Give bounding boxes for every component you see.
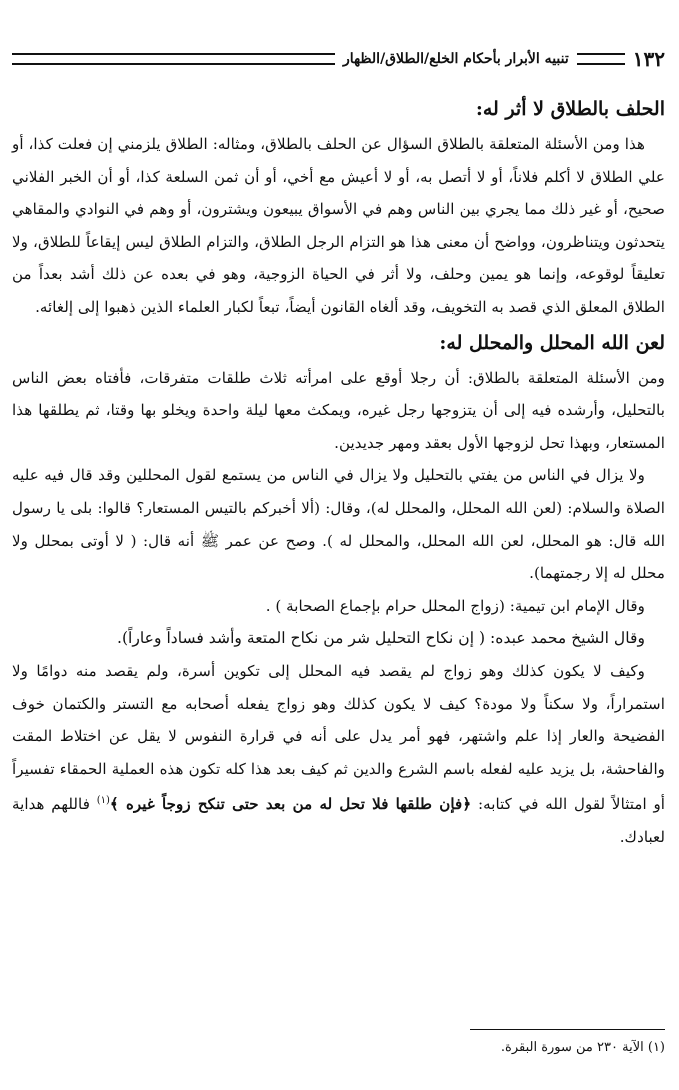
paragraph: ولا يزال في الناس من يفتي بالتحليل ولا يزال في الناس من يستمع لقول المحللين وقد قال فيه عليه الصلاة والسلام: (لعن الله المحلل، والمحلل له)، وقال: (ألا أخبركم بالتيس المستعار؟ قالوا: بلى يا رسول الله قال: هو المحلل، لعن الله المحلل، والمحلل له ). وصح عن عمر ﷺ أنه قال: ( لا أوتى بمحلل ولا محلل له إلا رجمتهما). (12, 466, 665, 583)
quran-verse: ﴿فإن طلقها فلا تحل له من بعد حتى تنكح زوجاً غيره ﴾ (109, 795, 472, 814)
paragraph: وقال الشيخ محمد عبده: ( إن نكاح التحليل شر من نكاح المتعة وأشد فساداً وعاراً). (117, 629, 645, 648)
footnote-separator (470, 1029, 665, 1030)
paragraph: وقال الإمام ابن تيمية: (زواج المحلل حرام بإجماع الصحابة ) . (265, 596, 645, 615)
running-header (12, 42, 665, 76)
closing-paragraph (12, 655, 665, 854)
paragraph-text: وكيف لا يكون كذلك وهو زواج لم يقصد فيه المحلل إلى تكوين أسرة، ولم يقصد منه دوامًا ولا استمراراً، ولا سكناً ولا مودة؟ كيف لا يكون كذلك وهو زواج يفعله أصحابه مع التستر والكتمان خوف الفضيحة والعار إذا علم واشتهر، فهو أمر يدل على أنه في قرارة النفوس لا يقل عن اختلاط المقت والفاحشة، بل يزيد عليه لفعله باسم الشرع والدين ثم كيف بعد هذا كله تكون هذه العملية الحمقاء تفسيراً أو امتثالاً لقول الله في كتابه: (12, 661, 666, 814)
running-title: تنبيه الأبرار بأحكام الخلع/الطلاق/الظهار (342, 51, 569, 67)
header-rule-left (12, 53, 335, 65)
page-number: ١٣٢ (632, 47, 665, 71)
closing-text: فاللهم هداية لعبادك. (12, 795, 665, 846)
footnote-marker: (١) (96, 795, 110, 807)
footnote: (١) الآية ٢٣٠ من سورة البقرة. (500, 1040, 665, 1055)
page-body (12, 90, 665, 854)
paragraph: هذا ومن الأسئلة المتعلقة بالطلاق السؤال عن الحلف بالطلاق، ومثاله: الطلاق يلزمني إن فعلت كذا، أو علي الطلاق لا أكلم فلاناً، أو لا أتصل به، أو لا أعيش مع أخي، أو أن ثمن السلعة كذا، أو أن الخبر الفلاني صحيح، أو غير ذلك مما يجري بين الناس وهم في الأسواق يبيعون ويشترون، أو وهم في النوادي والمقاهي يتحدثون ويتناظرون، وواضح أن معنى هذا هو التزام الرجل الطلاق، والتزام الطلاق ليس إيقاعاً للطلاق، ولا تعليقاً لوقوعه، وإنما هو يمين وحلف، ولا أثر في الحياة الزوجية، وهو في بعده عن ذلك أشد بعداً من الطلاق المعلق الذي قصد به التخويف، وقد ألغاه القانون أيضاً، تبعاً لكبار العلماء الذين ذهبوا إلى إلغائه. (12, 135, 665, 316)
header-rule-right (577, 53, 625, 65)
section-heading-muhallil: لعن الله المحلل والمحلل له: (439, 331, 665, 354)
section-heading-oath-divorce: الحلف بالطلاق لا أثر له: (475, 98, 665, 120)
paragraph: ومن الأسئلة المتعلقة بالطلاق: أن رجلا أوقع على امرأته ثلاث طلقات متفرقات، فأفتاه بعض الناس بالتحليل، وأرشده فيه إلى أن يتزوجها رجل غيره، ويمكث معها ليلة واحدة ويخلو بها وقتا، ثم يطلقها هذا المستعار، وبهذا تحل لزوجها الأول بعقد ومهر جديدين. (12, 368, 665, 452)
